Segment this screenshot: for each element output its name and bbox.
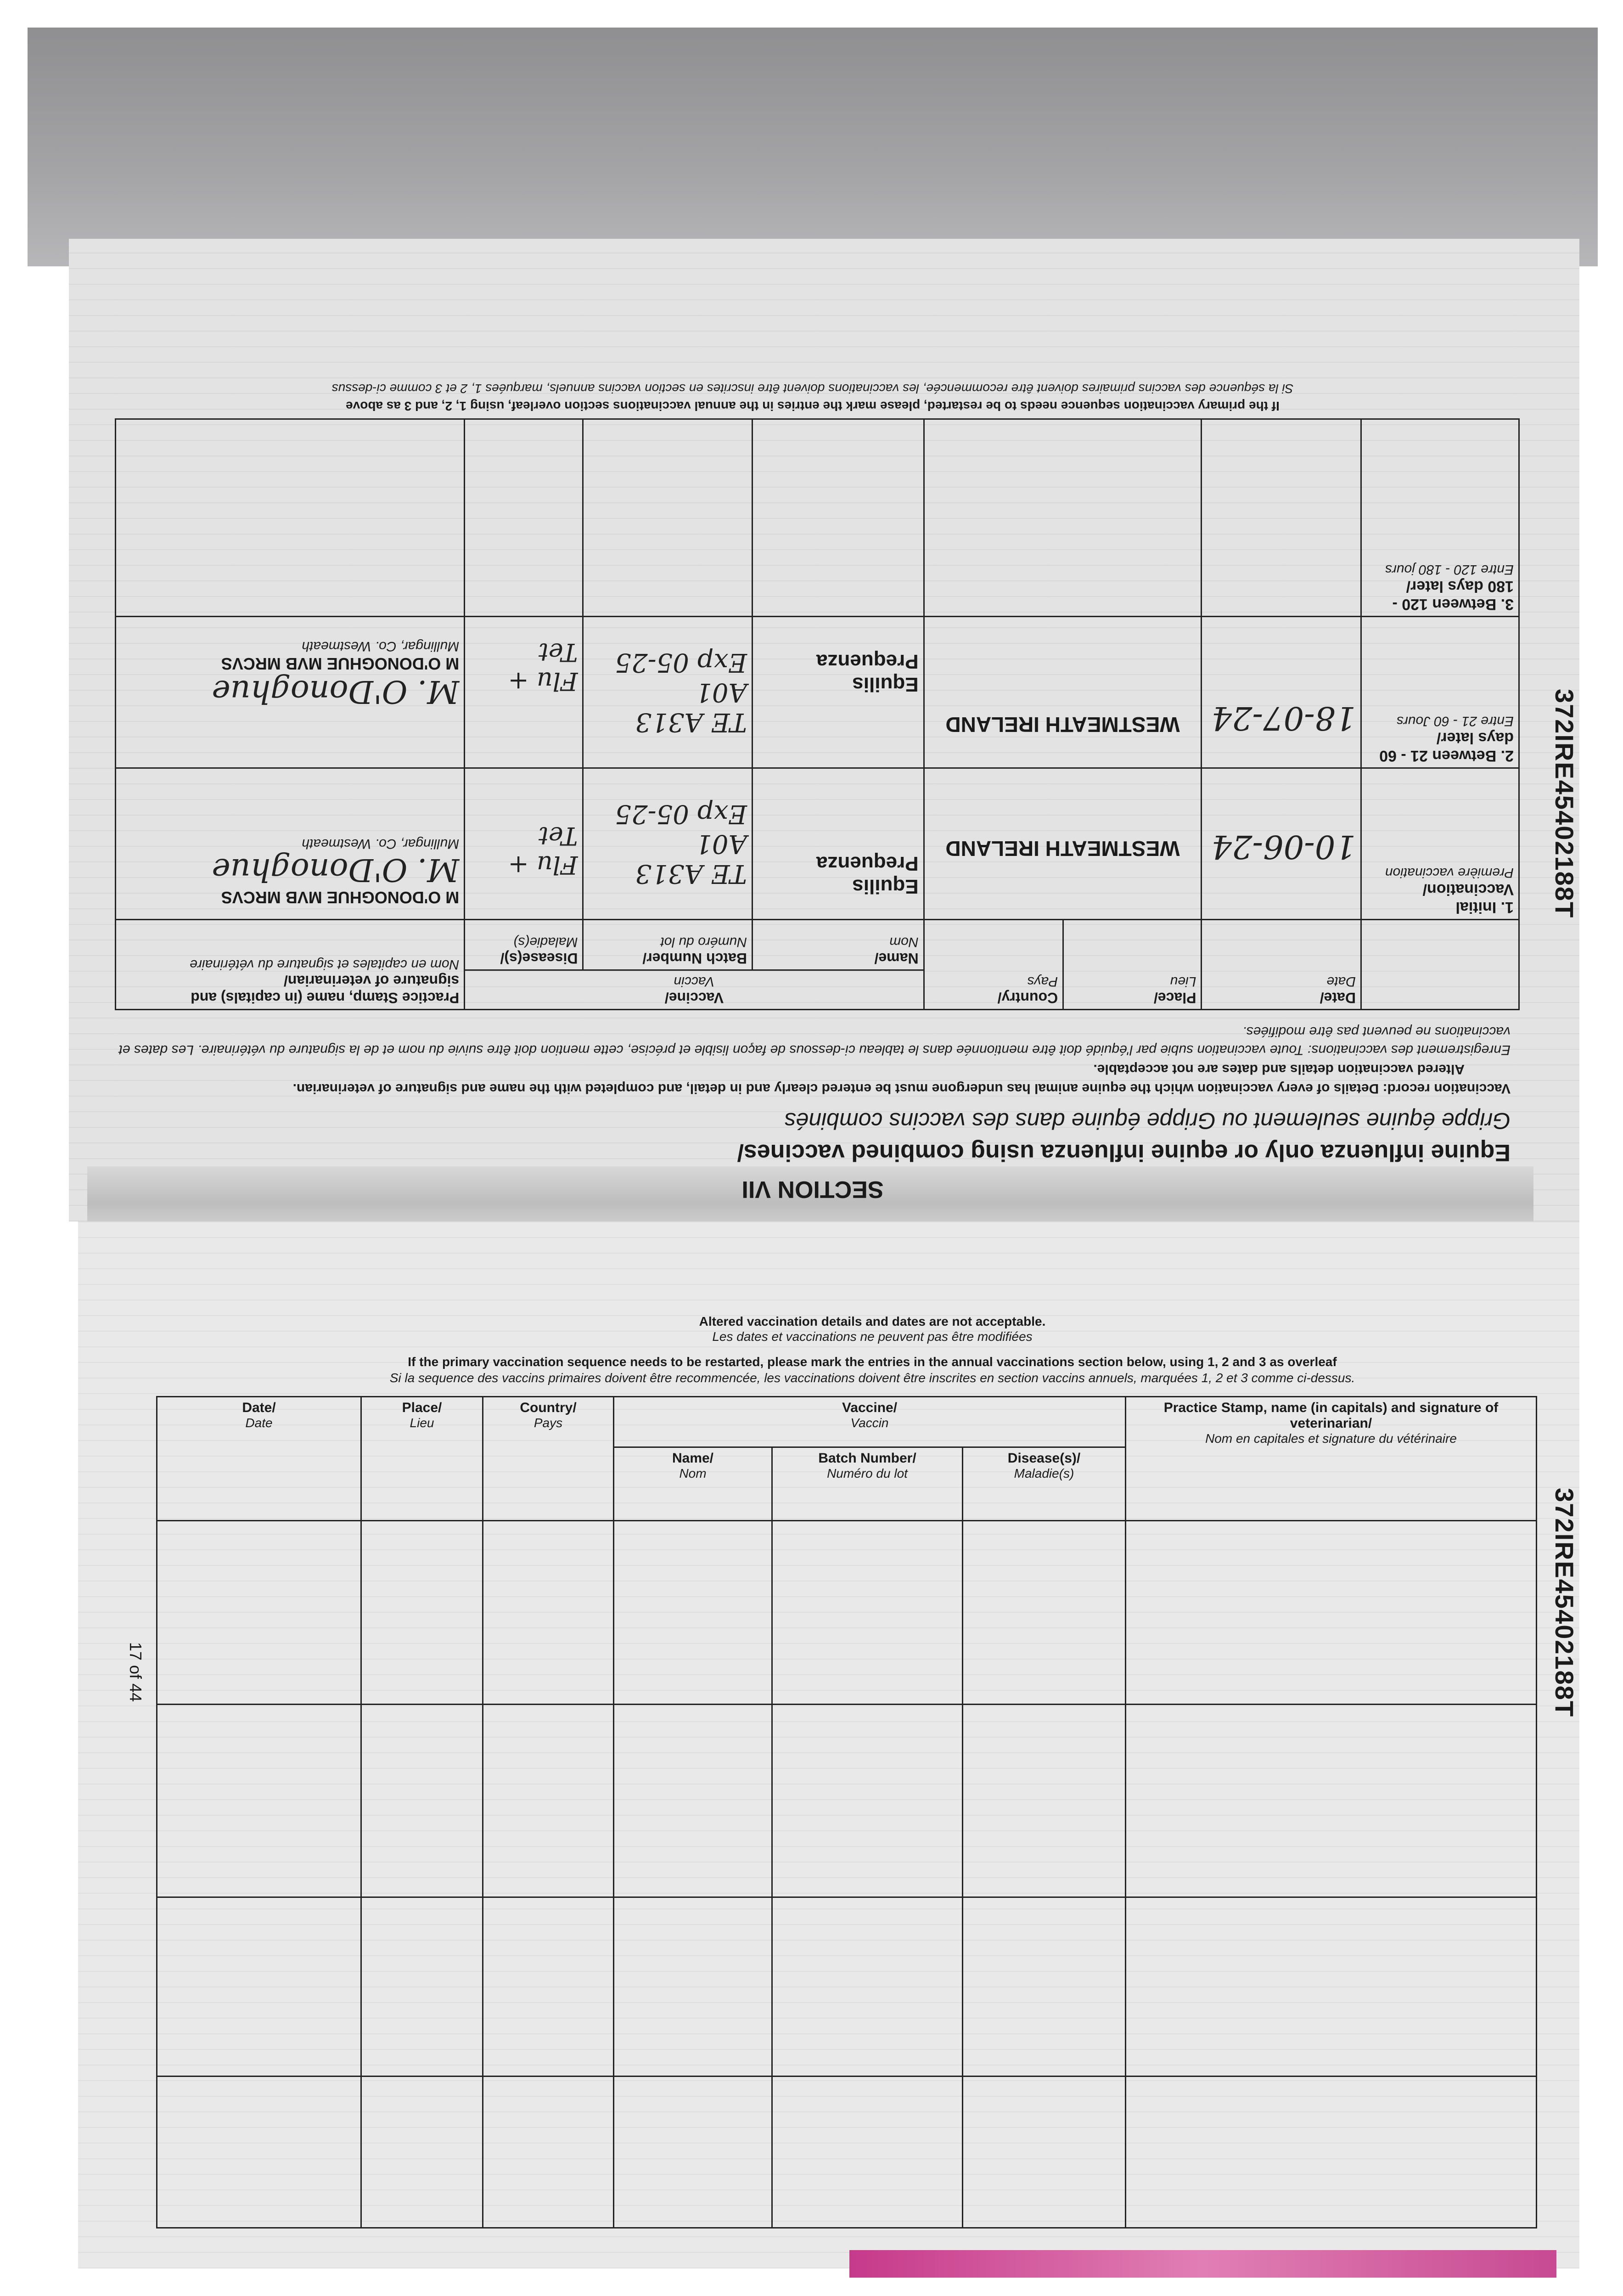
col-header-disease [465, 920, 583, 970]
subtitle-fr: Grippe équine seulement ou Grippe équine dans des vaccins combinés [784, 1108, 1511, 1134]
cover-shadow [28, 28, 1598, 266]
col-header-date [1202, 920, 1361, 1010]
horse-id-lower: 372IRE45402188T [1550, 1488, 1579, 1718]
col-header-row-label [1361, 920, 1519, 1010]
row-label-en: 1. Initial Vaccination/ [1422, 881, 1514, 916]
cell-place-country [924, 419, 1202, 617]
col-header-country [924, 920, 1063, 1010]
stamp-place-country: WESTMEATH IRELAND [945, 837, 1180, 861]
header-batch-en: Batch Number/ [642, 950, 747, 967]
col-header-name [752, 920, 924, 970]
header-name-en: Name/ [874, 950, 919, 967]
record-note-en [115, 1079, 1511, 1097]
vaccine-name-label: Equilis Prequenza [816, 852, 919, 898]
row-label [1361, 419, 1519, 617]
row-label-fr: Première vaccination [1385, 865, 1514, 880]
vet-stamp-name: M O'DONOGHUE MVB MRCVS [221, 654, 460, 673]
vet-signature: M. O'Donoghue [212, 673, 460, 709]
row-label-fr: Entre 120 - 180 jours [1385, 562, 1514, 577]
header-disease-en: Disease(s)/ [500, 950, 578, 967]
grid-stamp-en: Practice Stamp, name (in capitals) and signature of veterinarian/ [1163, 1400, 1499, 1431]
row-label-fr: Entre 21 - 60 Jours [1396, 714, 1514, 729]
cell-date [1202, 617, 1361, 768]
grid-country-en: Country/ [520, 1400, 577, 1415]
grid-header-place [361, 1397, 483, 1521]
col-header-batch [583, 920, 753, 970]
cell-stamp [116, 419, 465, 617]
upper-page [87, 358, 1538, 1203]
header-stamp-en: Practice Stamp, name (in capitals) and signature of veterinarian/ [191, 973, 460, 1006]
grid-disease-en: Disease(s)/ [1007, 1451, 1081, 1466]
cell-vaccine-name [752, 419, 924, 617]
cell-date [1202, 419, 1361, 617]
cell-batch [583, 768, 753, 920]
grid-header-stamp [1126, 1397, 1537, 1521]
record-note-en-text: Vaccination record: Details of every vaccination which the equine animal has undergone must be entered clearly and in detail, and completed with the name and signature of veterinarian. [292, 1081, 1511, 1096]
cell-batch [583, 419, 753, 617]
page-number: 17 of 44 [126, 1642, 146, 1702]
restart-note-en-lower: If the primary vaccination sequence needs to be restarted, please mark the entries in the annual vaccinations section below, using 1, 2 and 3 as overleaf [408, 1355, 1337, 1369]
grid-date-en: Date/ [242, 1400, 276, 1415]
handwritten-batch: TE A313 A01 [635, 677, 747, 737]
row-label-en: 2. Between 21 - 60 days later/ [1379, 729, 1514, 765]
row-label [1361, 617, 1519, 768]
table-row [116, 617, 1519, 768]
grid-batch-en: Batch Number/ [818, 1451, 916, 1466]
horse-id-upper: 372IRE45402188T [1550, 689, 1579, 919]
grid-vaccine-fr: Vaccin [850, 1416, 889, 1430]
restart-note-fr-lower: Si la sequence des vaccins primaires doivent être recommencée, les vaccinations doivent être inscrites en section vaccins annuels, marquées 1, 2 et 3 comme ci-dessus. [389, 1371, 1355, 1385]
table-row [157, 1521, 1537, 1705]
handwritten-date: 18-07-24 [1211, 699, 1356, 737]
vet-stamp-town: Mullingar, Co. Westmeath [302, 836, 460, 851]
table-row [116, 768, 1519, 920]
annual-vaccination-grid [156, 1396, 1537, 2228]
row-label [1361, 768, 1519, 920]
grid-place-fr: Lieu [410, 1416, 434, 1430]
lower-page [92, 1277, 1561, 2287]
grid-header-country [483, 1397, 614, 1521]
grid-name-fr: Nom [679, 1466, 707, 1480]
handwritten-exp: Exp 05-25 [615, 799, 747, 829]
cell-stamp [116, 768, 465, 920]
handwritten-disease: Flu + Tet [508, 638, 578, 696]
header-country-fr: Pays [1027, 974, 1058, 989]
grid-date-fr: Date [245, 1416, 273, 1430]
cell-disease [465, 768, 583, 920]
header-vaccine-en: Vaccine/ [664, 990, 724, 1006]
grid-header-disease [963, 1447, 1126, 1521]
cell-stamp [116, 617, 465, 768]
grid-country-fr: Pays [534, 1416, 563, 1430]
grid-vaccine-en: Vaccine/ [842, 1400, 898, 1415]
grid-disease-fr: Maladie(s) [1014, 1466, 1074, 1480]
altered-note-en: Altered vaccination details and dates are not acceptable. [699, 1314, 1046, 1328]
handwritten-date: 10-06-24 [1211, 828, 1356, 866]
header-country-en: Country/ [997, 990, 1058, 1006]
cell-disease [465, 419, 583, 617]
cell-batch [583, 617, 753, 768]
header-stamp-fr: Nom en capitales et signature du vétérinaire [190, 957, 460, 972]
handwritten-exp: Exp 05-25 [615, 647, 747, 677]
cell-vaccine-name [752, 768, 924, 920]
grid-batch-fr: Numéro du lot [827, 1466, 908, 1480]
table-row [157, 2077, 1537, 2228]
table-row [157, 1897, 1537, 2077]
vet-signature: M. O'Donoghue [212, 851, 460, 888]
cell-disease [465, 617, 583, 768]
cell-date [1202, 768, 1361, 920]
restart-note-en: If the primary vaccination sequence needs to be restarted, please mark the entries in the annual vaccinations section overleaf, using 1, 2, and 3 as above [346, 399, 1280, 413]
grid-header-vaccine [614, 1397, 1126, 1447]
table-row [116, 419, 1519, 617]
stamp-place-country: WESTMEATH IRELAND [945, 713, 1180, 737]
header-name-fr: Nom [889, 934, 919, 950]
altered-note-fr: Les dates et vaccinations ne peuvent pas être modifiées [712, 1329, 1033, 1344]
cell-vaccine-name [752, 617, 924, 768]
header-date-en: Date/ [1320, 990, 1356, 1006]
grid-header-name [614, 1447, 772, 1521]
header-vaccine-fr: Vaccin [674, 974, 715, 989]
header-batch-fr: Numéro du lot [660, 934, 747, 950]
table-row [157, 1705, 1537, 1897]
grid-header-batch [772, 1447, 963, 1521]
col-header-vaccine [465, 970, 924, 1010]
grid-header-date [157, 1397, 361, 1521]
restart-note-fr: Si la séquence des vaccins primaires doivent être recommencée, les vaccinations doivent être inscrites en section vaccins annuels, marquées 1, 2 et 3 comme ci-dessus [331, 382, 1294, 396]
header-disease-fr: Maladie(s) [513, 934, 578, 950]
vaccine-name-label: Equilis Prequenza [816, 650, 919, 696]
grid-stamp-fr: Nom en capitales et signature du vétérinaire [1205, 1431, 1457, 1446]
subtitle-en: Equine influenza only or equine influenza using combined vaccines/ [737, 1139, 1511, 1166]
col-header-place [1063, 920, 1202, 1010]
grid-name-en: Name/ [672, 1451, 714, 1466]
header-date-fr: Date [1326, 974, 1356, 989]
record-note-fr: Enregistrement des vaccinations: Toute vaccination subie par l'équidé doit être mentionnée dans le tableau ci-dessous de façon lisible et précise, cette mention doit être suivie du nom et de la signature du vétérinaire. Les dates et vaccinations ne peuvent pas être modifiées. [118, 1024, 1511, 1058]
primary-vaccination-table [115, 418, 1520, 1010]
col-header-stamp [116, 920, 465, 1010]
vet-stamp-name: M O'DONOGHUE MVB MRCVS [221, 888, 460, 907]
cell-place-country [924, 617, 1202, 768]
grid-place-en: Place/ [402, 1400, 442, 1415]
handwritten-disease: Flu + Tet [508, 822, 578, 879]
cell-place-country [924, 768, 1202, 920]
header-place-en: Place/ [1153, 990, 1196, 1006]
row-label-en: 3. Between 120 - 180 days later/ [1392, 578, 1514, 613]
header-place-fr: Lieu [1170, 974, 1196, 989]
handwritten-batch: TE A313 A01 [635, 829, 747, 889]
vet-stamp-town: Mullingar, Co. Westmeath [302, 639, 460, 654]
section-title: SECTION VII [741, 1176, 884, 1203]
record-note-en2: Altered vaccination details and dates are not acceptable. [1093, 1062, 1465, 1077]
